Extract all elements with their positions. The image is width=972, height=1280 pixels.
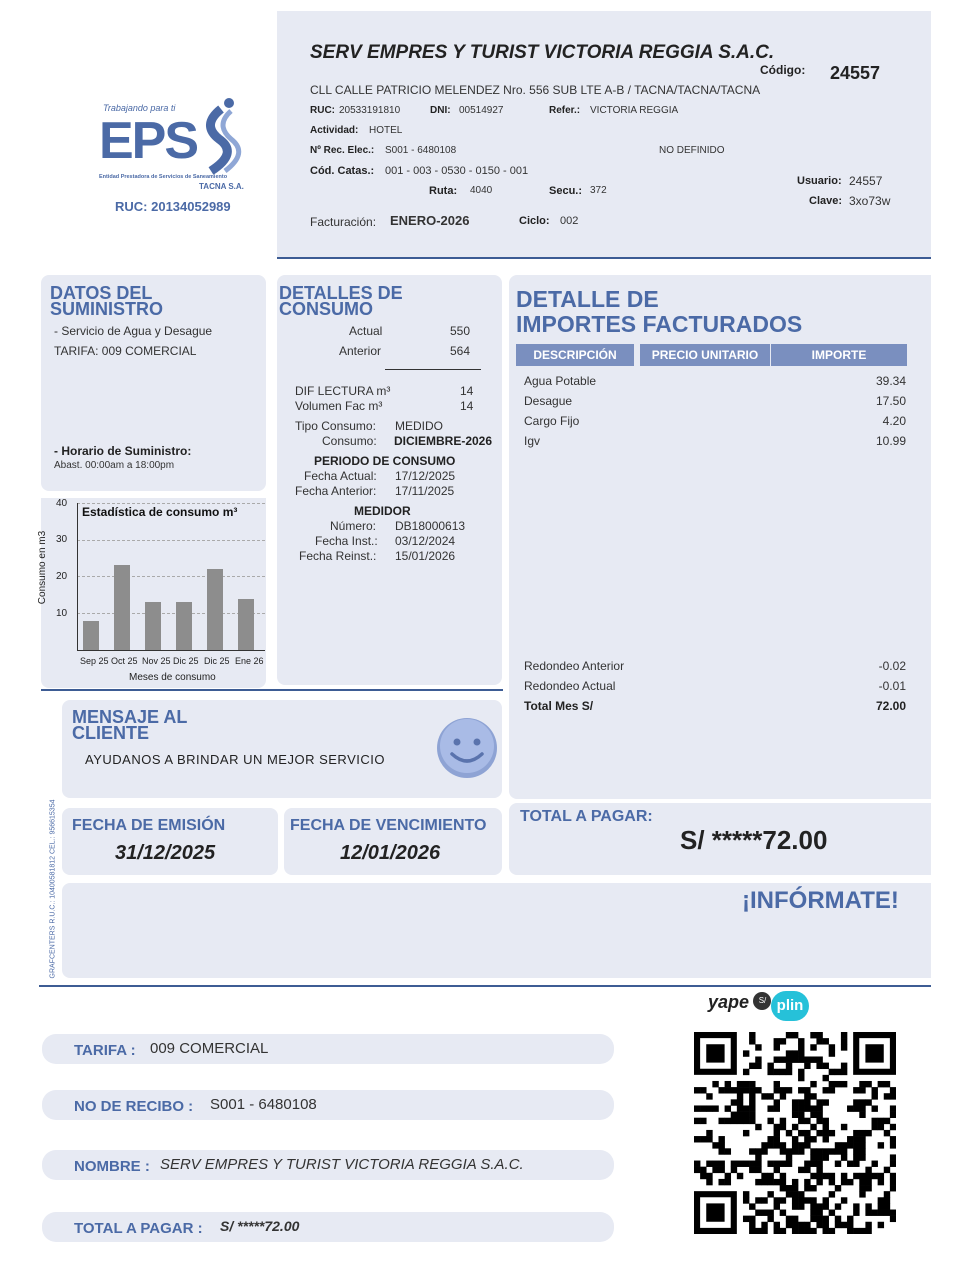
fecha-reinst-value: 15/01/2026 bbox=[395, 549, 456, 563]
footer-nombre-value: SERV EMPRES Y TURIST VICTORIA REGGIA S.A.C. bbox=[160, 1156, 524, 1173]
company-address: CLL CALLE PATRICIO MELENDEZ Nro. 556 SUB LTE A-B / TACNA/TACNA/TACNA bbox=[310, 83, 761, 97]
logo-wave-icon bbox=[191, 95, 253, 175]
total-value: S/ *****72.00 bbox=[680, 825, 828, 855]
redondeo-anterior-label: Redondeo Anterior bbox=[524, 659, 625, 673]
total-mes-value: 72.00 bbox=[875, 699, 906, 713]
informate-title: ¡INFÓRMATE! bbox=[742, 887, 899, 914]
clave-value: 3xo73w bbox=[849, 194, 891, 208]
redondeo-actual-label: Redondeo Actual bbox=[524, 679, 616, 693]
facturacion-label: Facturación: bbox=[310, 215, 377, 229]
importe-amount: 17.50 bbox=[875, 394, 906, 408]
rec-elec-value: S001 - 6480108 bbox=[385, 145, 457, 156]
refer-label: Refer.: bbox=[549, 105, 581, 116]
horario-value: Abast. 00:00am a 18:00pm bbox=[54, 460, 175, 471]
footer-tarifa-label: TARIFA : bbox=[74, 1042, 136, 1059]
company-name: SERV EMPRES Y TURIST VICTORIA REGGIA S.A.C. bbox=[310, 42, 775, 63]
footer-recibo-value: S001 - 6480108 bbox=[210, 1096, 317, 1113]
chart-xtick-label: Ene 26 bbox=[235, 656, 264, 666]
redondeo-actual-row bbox=[524, 679, 906, 693]
numero-label: Número: bbox=[330, 519, 377, 533]
col-descripcion: DESCRIPCIÓN bbox=[516, 344, 634, 366]
ruc-value: 20533191810 bbox=[339, 105, 401, 116]
chart-xtick-label: Nov 25 bbox=[142, 656, 171, 666]
grid-line-20 bbox=[77, 576, 265, 577]
chart-title: Estadística de consumo m³ bbox=[82, 505, 238, 519]
redondeo-anterior-row bbox=[524, 659, 906, 673]
footer-recibo-label: NO DE RECIBO : bbox=[74, 1098, 194, 1115]
horario-label: - Horario de Suministro: bbox=[54, 444, 192, 458]
emision-label: FECHA DE EMISIÓN bbox=[72, 817, 226, 834]
numero-value: DB18000613 bbox=[395, 519, 466, 533]
actual-label: Actual bbox=[349, 324, 383, 338]
total-label: TOTAL A PAGAR: bbox=[520, 808, 653, 825]
no-definido: NO DEFINIDO bbox=[659, 145, 725, 156]
suministro-tarifa: TARIFA: 009 COMERCIAL bbox=[54, 344, 197, 358]
footer-nombre bbox=[42, 1150, 614, 1180]
chart-bar bbox=[207, 569, 223, 650]
footer-recibo bbox=[42, 1090, 614, 1120]
chart-bar bbox=[114, 565, 130, 650]
clave-label: Clave: bbox=[809, 195, 843, 207]
secu-label: Secu.: bbox=[549, 185, 583, 197]
importe-row bbox=[524, 434, 906, 448]
ruta-label: Ruta: bbox=[429, 185, 458, 197]
consumo-title-1: DETALLES DE bbox=[279, 283, 403, 303]
fecha-reinst-label: Fecha Reinst.: bbox=[299, 549, 377, 563]
vencimiento-value: 12/01/2026 bbox=[340, 842, 441, 864]
ytick-40: 40 bbox=[56, 498, 68, 509]
volumen-label: Volumen Fac m³ bbox=[295, 399, 383, 413]
chart-bar bbox=[83, 621, 99, 650]
medidor-title: MEDIDOR bbox=[354, 504, 411, 518]
logo-tagline: Trabajando para ti bbox=[103, 103, 176, 113]
grid-line-40 bbox=[77, 503, 265, 504]
redondeo-actual-value: -0.01 bbox=[878, 679, 906, 693]
vencimiento-label: FECHA DE VENCIMIENTO bbox=[290, 817, 487, 834]
importe-row bbox=[524, 414, 906, 428]
footer-nombre-label: NOMBRE : bbox=[74, 1158, 150, 1175]
chart-ylabel: Consumo en m3 bbox=[37, 530, 49, 605]
chart-y-axis bbox=[77, 503, 78, 650]
facturacion-value: ENERO-2026 bbox=[390, 213, 470, 228]
ytick-30: 30 bbox=[56, 534, 68, 545]
footer-total bbox=[42, 1212, 614, 1242]
usuario-value: 24557 bbox=[849, 174, 883, 188]
importe-desc: Igv bbox=[524, 434, 541, 448]
mensaje-title-2: CLIENTE bbox=[72, 723, 150, 743]
ruta-value: 4040 bbox=[470, 185, 493, 196]
chart-bar bbox=[145, 602, 161, 650]
catas-value: 001 - 003 - 0530 - 0150 - 001 bbox=[385, 165, 529, 177]
dif-label: DIF LECTURA m³ bbox=[295, 384, 391, 398]
importe-amount: 10.99 bbox=[875, 434, 906, 448]
chart-xtick-label: Dic 25 bbox=[173, 656, 199, 666]
consumo-label: Consumo: bbox=[322, 434, 377, 448]
total-mes-row bbox=[524, 699, 906, 713]
periodo-title: PERIODO DE CONSUMO bbox=[314, 454, 456, 468]
tipo-value: MEDIDO bbox=[395, 419, 443, 433]
suministro-title-1: DATOS DEL bbox=[50, 283, 153, 303]
plin-logo: plin bbox=[771, 991, 809, 1021]
chart-bar bbox=[176, 602, 192, 650]
importe-row bbox=[524, 374, 906, 388]
importes-title-1: DETALLE DE bbox=[516, 286, 659, 312]
fecha-anterior-label: Fecha Anterior: bbox=[295, 484, 377, 498]
dni-label: DNI: bbox=[430, 105, 451, 116]
footer-total-label: TOTAL A PAGAR : bbox=[74, 1220, 203, 1237]
yape-badge: S/ bbox=[753, 992, 771, 1010]
importes-title-2: IMPORTES FACTURADOS bbox=[516, 311, 803, 337]
anterior-value: 564 bbox=[450, 344, 471, 358]
qr-code bbox=[694, 1032, 896, 1234]
fecha-actual-value: 17/12/2025 bbox=[395, 469, 456, 483]
suministro-servicio: - Servicio de Agua y Desague bbox=[54, 324, 213, 338]
footer-tarifa-value: 009 COMERCIAL bbox=[150, 1040, 269, 1057]
footer-tarifa bbox=[42, 1034, 614, 1064]
ytick-10: 10 bbox=[56, 608, 68, 619]
usuario-label: Usuario: bbox=[797, 175, 842, 187]
rec-elec-label: Nº Rec. Elec.: bbox=[310, 145, 375, 156]
tipo-label: Tipo Consumo: bbox=[295, 419, 376, 433]
logo-ruc: RUC: 20134052989 bbox=[115, 199, 231, 214]
importe-amount: 39.34 bbox=[875, 374, 906, 388]
anterior-label: Anterior bbox=[339, 344, 382, 358]
chart-xtick-label: Dic 25 bbox=[204, 656, 230, 666]
fecha-inst-value: 03/12/2024 bbox=[395, 534, 456, 548]
fecha-inst-label: Fecha Inst.: bbox=[315, 534, 378, 548]
actividad-value: HOTEL bbox=[369, 125, 403, 136]
total-mes-label: Total Mes S/ bbox=[524, 699, 594, 713]
logo bbox=[95, 95, 260, 215]
footer-total-value: S/ *****72.00 bbox=[220, 1218, 300, 1234]
fecha-actual-label: Fecha Actual: bbox=[304, 469, 377, 483]
ytick-20: 20 bbox=[56, 571, 68, 582]
ruc-label: RUC: bbox=[310, 105, 335, 116]
actividad-label: Actividad: bbox=[310, 125, 359, 136]
logo-city: TACNA S.A. bbox=[199, 182, 244, 191]
chart-bar bbox=[238, 599, 254, 650]
dni-value: 00514927 bbox=[459, 105, 504, 116]
qr-code-image bbox=[694, 1032, 896, 1234]
consumo-divider bbox=[385, 369, 481, 370]
codigo-label: Código: bbox=[760, 63, 806, 77]
ciclo-value: 002 bbox=[560, 215, 579, 227]
grid-line-30 bbox=[77, 540, 265, 541]
catas-label: Cód. Catas.: bbox=[310, 165, 375, 177]
side-text: GRAFCENTERS R.U.C.: 10400581812 CEL.: 956615354 bbox=[49, 799, 57, 979]
actual-value: 550 bbox=[450, 324, 471, 338]
grid-line-10 bbox=[77, 613, 265, 614]
mensaje-title-1: MENSAJE AL bbox=[72, 707, 188, 727]
codigo-value: 24557 bbox=[830, 63, 881, 83]
logo-subtitle: Entidad Prestadora de Servicios de Saneamiento bbox=[99, 174, 228, 180]
fecha-anterior-value: 17/11/2025 bbox=[395, 484, 455, 498]
consumo-value: DICIEMBRE-2026 bbox=[394, 434, 493, 448]
secu-value: 372 bbox=[590, 185, 607, 196]
chart-x-axis bbox=[77, 650, 265, 651]
logo-letters: EPS bbox=[99, 112, 198, 170]
smiley-icon bbox=[435, 716, 499, 780]
yape-text: yape bbox=[708, 992, 750, 1012]
importe-desc: Desague bbox=[524, 394, 573, 408]
consumo-title-2: CONSUMO bbox=[279, 299, 373, 319]
mensaje-text: AYUDANOS A BRINDAR UN MEJOR SERVICIO bbox=[85, 752, 385, 767]
ciclo-label: Ciclo: bbox=[519, 215, 550, 227]
yape-logo bbox=[708, 992, 771, 1013]
redondeo-anterior-value: -0.02 bbox=[878, 659, 906, 673]
suministro-title-2: SUMINISTRO bbox=[50, 299, 164, 319]
dif-value: 14 bbox=[460, 384, 474, 398]
chart-xlabel: Meses de consumo bbox=[129, 672, 216, 683]
importe-desc: Agua Potable bbox=[524, 374, 597, 388]
col-importe: IMPORTE bbox=[771, 344, 907, 366]
col-precio-unitario: PRECIO UNITARIO bbox=[640, 344, 770, 366]
importe-desc: Cargo Fijo bbox=[524, 414, 580, 428]
chart-xtick-label: Sep 25 bbox=[80, 656, 109, 666]
refer-value: VICTORIA REGGIA bbox=[590, 105, 679, 116]
emision-value: 31/12/2025 bbox=[115, 842, 216, 864]
importe-row bbox=[524, 394, 906, 408]
importe-amount: 4.20 bbox=[882, 414, 906, 428]
volumen-value: 14 bbox=[460, 399, 474, 413]
chart-xtick-label: Oct 25 bbox=[111, 656, 138, 666]
